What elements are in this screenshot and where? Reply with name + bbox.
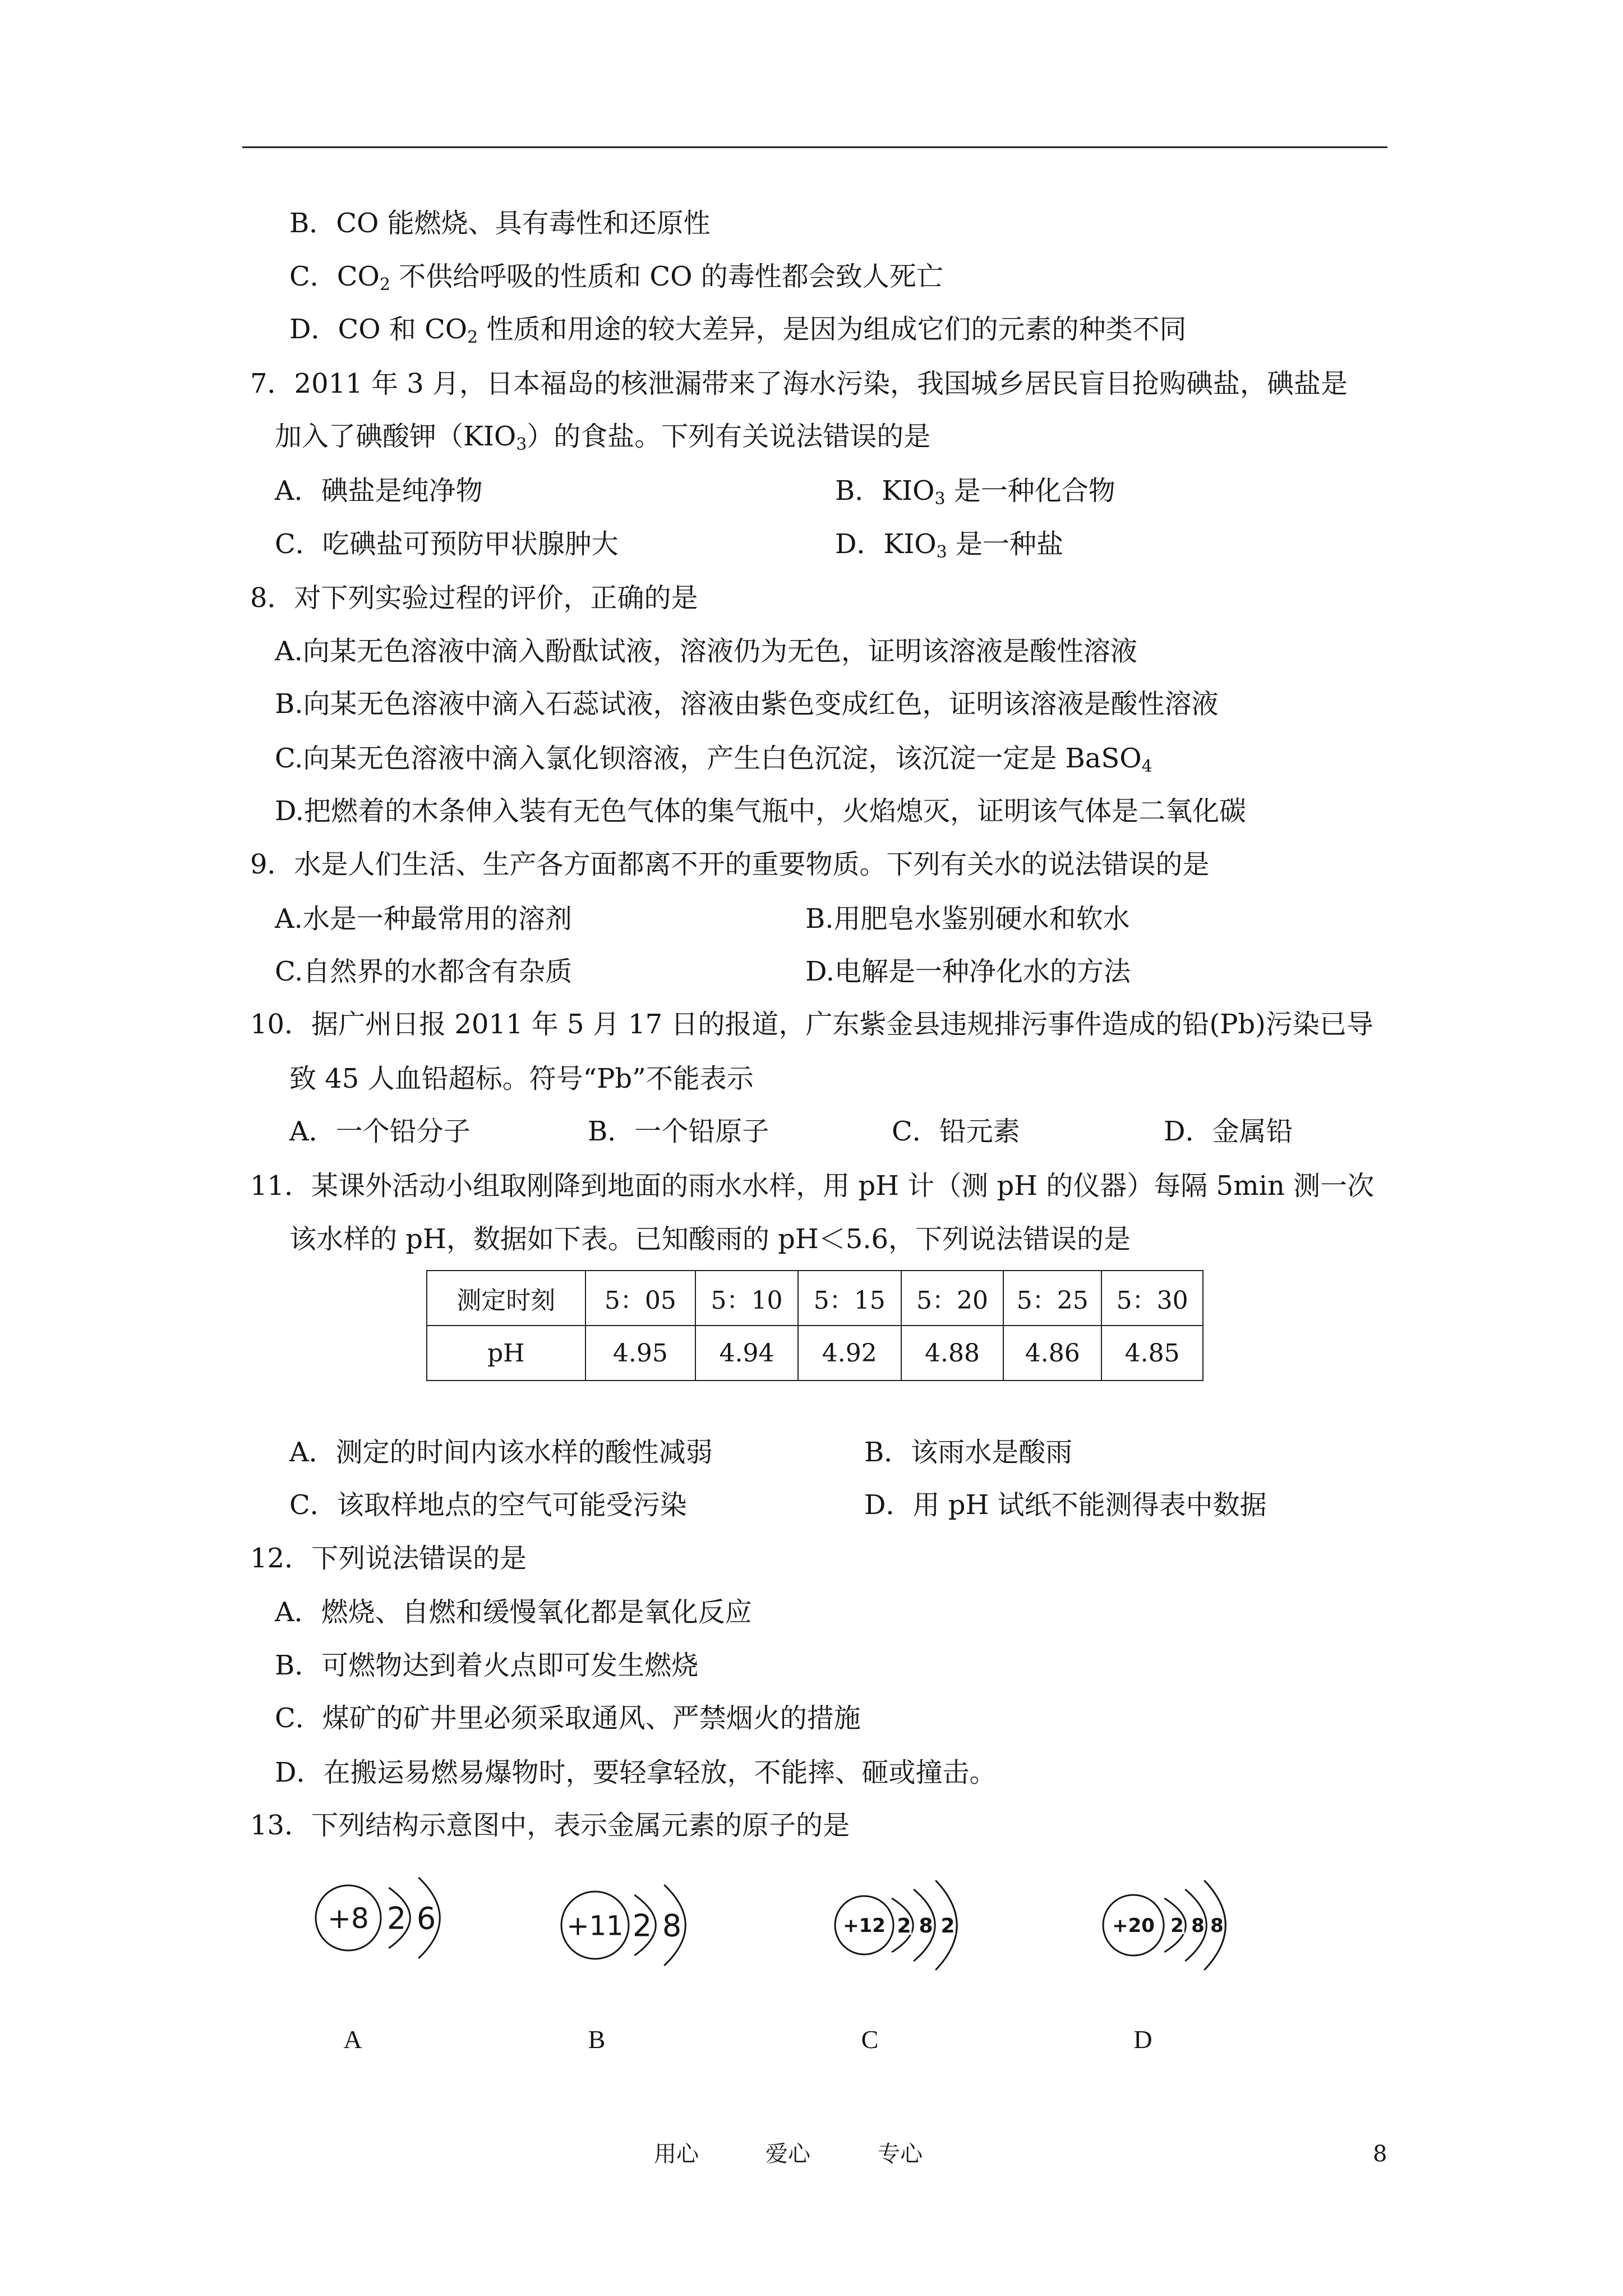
electron-count: 2 xyxy=(632,1908,652,1944)
electron-count: 2 xyxy=(897,1914,911,1938)
q11-option-c: C．该取样地点的空气可能受污染 xyxy=(289,1489,687,1521)
q9-option-d: D.电解是一种净化水的方法 xyxy=(805,956,1131,987)
q10-option-b: B．一个铅原子 xyxy=(588,1116,769,1147)
q12-option-a: A．燃烧、自燃和缓慢氧化都是氧化反应 xyxy=(275,1596,752,1628)
electron-count: 2 xyxy=(1170,1915,1184,1938)
electron-count: 2 xyxy=(940,1914,955,1938)
q10-option-c: C．铅元素 xyxy=(892,1116,1020,1147)
q12-option-d: D．在搬运易燃易爆物时，要轻拿轻放，不能摔、砸或撞击。 xyxy=(275,1757,997,1788)
electron-count: 8 xyxy=(1210,1915,1224,1938)
q10-stem-line2: 致 45 人血铅超标。符号“Pb”不能表示 xyxy=(289,1063,754,1094)
q8-option-b: B.向某无色溶液中滴入石蕊试液，溶液由紫色变成红色，证明该溶液是酸性溶液 xyxy=(275,688,1219,720)
nucleus-charge: +11 xyxy=(566,1910,624,1942)
q6-option-c xyxy=(289,261,943,295)
q7-option-b xyxy=(835,475,1115,507)
electron-count: 2 xyxy=(386,1901,407,1936)
q8-stem: 8．对下列实验过程的评价，正确的是 xyxy=(250,582,698,614)
table-header-row xyxy=(427,1271,1203,1326)
q7-stem-line2 xyxy=(275,421,930,452)
atom-diagram-a xyxy=(303,1851,472,1985)
q6-option-d xyxy=(289,314,1187,345)
q9-option-c: C.自然界的水都含有杂质 xyxy=(275,956,573,987)
nucleus-charge: +12 xyxy=(843,1915,886,1938)
atom-label-b: B xyxy=(588,2025,606,2054)
atom-diagram-b xyxy=(550,1858,718,1993)
q8-option-d: D.把燃着的木条伸入装有无色气体的集气瓶中，火焰熄灭，证明该气体是二氧化碳 xyxy=(275,795,1247,827)
q10-stem-line1: 10．据广州日报 2011 年 5 月 17 日的报道，广东紫金县违规排污事件造成的铅(Pb)污染已导 xyxy=(250,1009,1373,1040)
q7-option-d xyxy=(835,528,1063,560)
electron-count: 8 xyxy=(1191,1915,1205,1938)
option-text: C.向某无色溶液中滴入氯化钡溶液，产生白色沉淀，该沉淀一定是 BaSO xyxy=(275,743,1142,774)
table-header-cell: 5：25 xyxy=(1003,1271,1101,1326)
subscript: 4 xyxy=(1141,757,1152,776)
q11-stem-line2: 该水样的 pH，数据如下表。已知酸雨的 pH＜5.6，下列说法错误的是 xyxy=(289,1223,1131,1255)
table-cell: 4.92 xyxy=(798,1326,901,1381)
table-header-cell: 5：05 xyxy=(585,1271,696,1326)
table-cell: 4.88 xyxy=(901,1326,1004,1381)
subscript: 3 xyxy=(934,489,946,509)
option-text: 性质和用途的较大差异，是因为组成它们的元素的种类不同 xyxy=(478,314,1187,345)
option-text: D．KIO xyxy=(835,528,937,560)
table-header-cell: 5：30 xyxy=(1101,1271,1203,1326)
q9-option-b: B.用肥皂水鉴别硬水和软水 xyxy=(805,903,1130,935)
footer-motto-right: 专心 xyxy=(878,2141,923,2167)
q6-option-b: B．CO 能燃烧、具有毒性和还原性 xyxy=(289,208,711,239)
table-cell: 4.86 xyxy=(1003,1326,1101,1381)
q9-option-a: A.水是一种最常用的溶剂 xyxy=(275,903,572,935)
table-header-cell: 5：15 xyxy=(798,1271,901,1326)
q10-option-d: D．金属铅 xyxy=(1164,1116,1293,1147)
q13-stem: 13．下列结构示意图中，表示金属元素的原子的是 xyxy=(250,1810,850,1841)
atom-diagram-d xyxy=(1089,1858,1257,1993)
atom-label-d: D xyxy=(1133,2025,1152,2054)
q12-option-b: B．可燃物达到着火点即可发生燃烧 xyxy=(275,1650,699,1681)
header-rule xyxy=(242,146,1387,148)
q11-option-a: A．测定的时间内该水样的酸性减弱 xyxy=(289,1437,713,1468)
electron-count: 6 xyxy=(416,1901,436,1936)
q11-stem-line1: 11．某课外活动小组取刚降到地面的雨水水样，用 pH 计（测 pH 的仪器）每隔 5min 测一次 xyxy=(250,1170,1375,1202)
q12-option-c: C．煤矿的矿井里必须采取通风、严禁烟火的措施 xyxy=(275,1703,861,1734)
option-text: C．CO xyxy=(289,261,380,292)
electron-count: 8 xyxy=(662,1908,682,1944)
option-text: 不供给呼吸的性质和 CO 的毒性都会致人死亡 xyxy=(390,261,943,292)
option-text: B．KIO xyxy=(835,475,935,507)
q7-option-a: A．碘盐是纯净物 xyxy=(275,475,483,507)
stem-text: 加入了碘酸钾（KIO xyxy=(275,421,517,452)
atom-diagram-c xyxy=(819,1858,988,1993)
page-number: 8 xyxy=(1373,2141,1387,2167)
subscript: 2 xyxy=(379,275,390,295)
footer-motto-left: 用心 xyxy=(654,2141,699,2167)
q7-option-c: C．吃碘盐可预防甲状腺肿大 xyxy=(275,528,619,560)
table-cell: 4.95 xyxy=(585,1326,696,1381)
electron-count: 8 xyxy=(919,1914,933,1938)
option-text: 是一种化合物 xyxy=(945,475,1115,507)
table-cell: 4.94 xyxy=(695,1326,798,1381)
option-text: 是一种盐 xyxy=(947,528,1064,560)
q11-option-b: B．该雨水是酸雨 xyxy=(864,1437,1073,1468)
stem-text: ）的食盐。下列有关说法错误的是 xyxy=(527,421,931,452)
atom-label-c: C xyxy=(861,2025,879,2054)
q12-stem: 12．下列说法错误的是 xyxy=(250,1543,527,1574)
subscript: 2 xyxy=(467,328,478,347)
table-row xyxy=(427,1326,1203,1381)
subscript: 3 xyxy=(936,542,947,562)
q9-stem: 9．水是人们生活、生产各方面都离不开的重要物质。下列有关水的说法错误的是 xyxy=(250,849,1210,880)
q11-option-d: D．用 pH 试纸不能测得表中数据 xyxy=(864,1489,1267,1521)
q8-option-a: A.向某无色溶液中滴入酚酞试液，溶液仍为无色，证明该溶液是酸性溶液 xyxy=(275,636,1137,667)
ph-data-table xyxy=(426,1270,1204,1381)
subscript: 3 xyxy=(516,435,527,454)
table-header-cell: 5：20 xyxy=(901,1271,1004,1326)
q10-option-a: A．一个铅分子 xyxy=(289,1116,471,1147)
table-cell: 4.85 xyxy=(1101,1326,1203,1381)
footer-motto-middle: 爱心 xyxy=(766,2141,810,2167)
q7-stem-line1: 7．2011 年 3 月，日本福岛的核泄漏带来了海水污染，我国城乡居民盲目抢购碘盐，碘盐是 xyxy=(250,368,1348,399)
nucleus-charge: +8 xyxy=(328,1902,369,1935)
table-header-cell: 测定时刻 xyxy=(427,1271,585,1326)
table-cell: pH xyxy=(427,1326,585,1381)
option-text: D．CO 和 CO xyxy=(289,314,468,345)
atom-label-a: A xyxy=(343,2025,362,2054)
q8-option-c xyxy=(275,743,1152,774)
nucleus-charge: +20 xyxy=(1112,1915,1155,1938)
table-header-cell: 5：10 xyxy=(695,1271,798,1326)
